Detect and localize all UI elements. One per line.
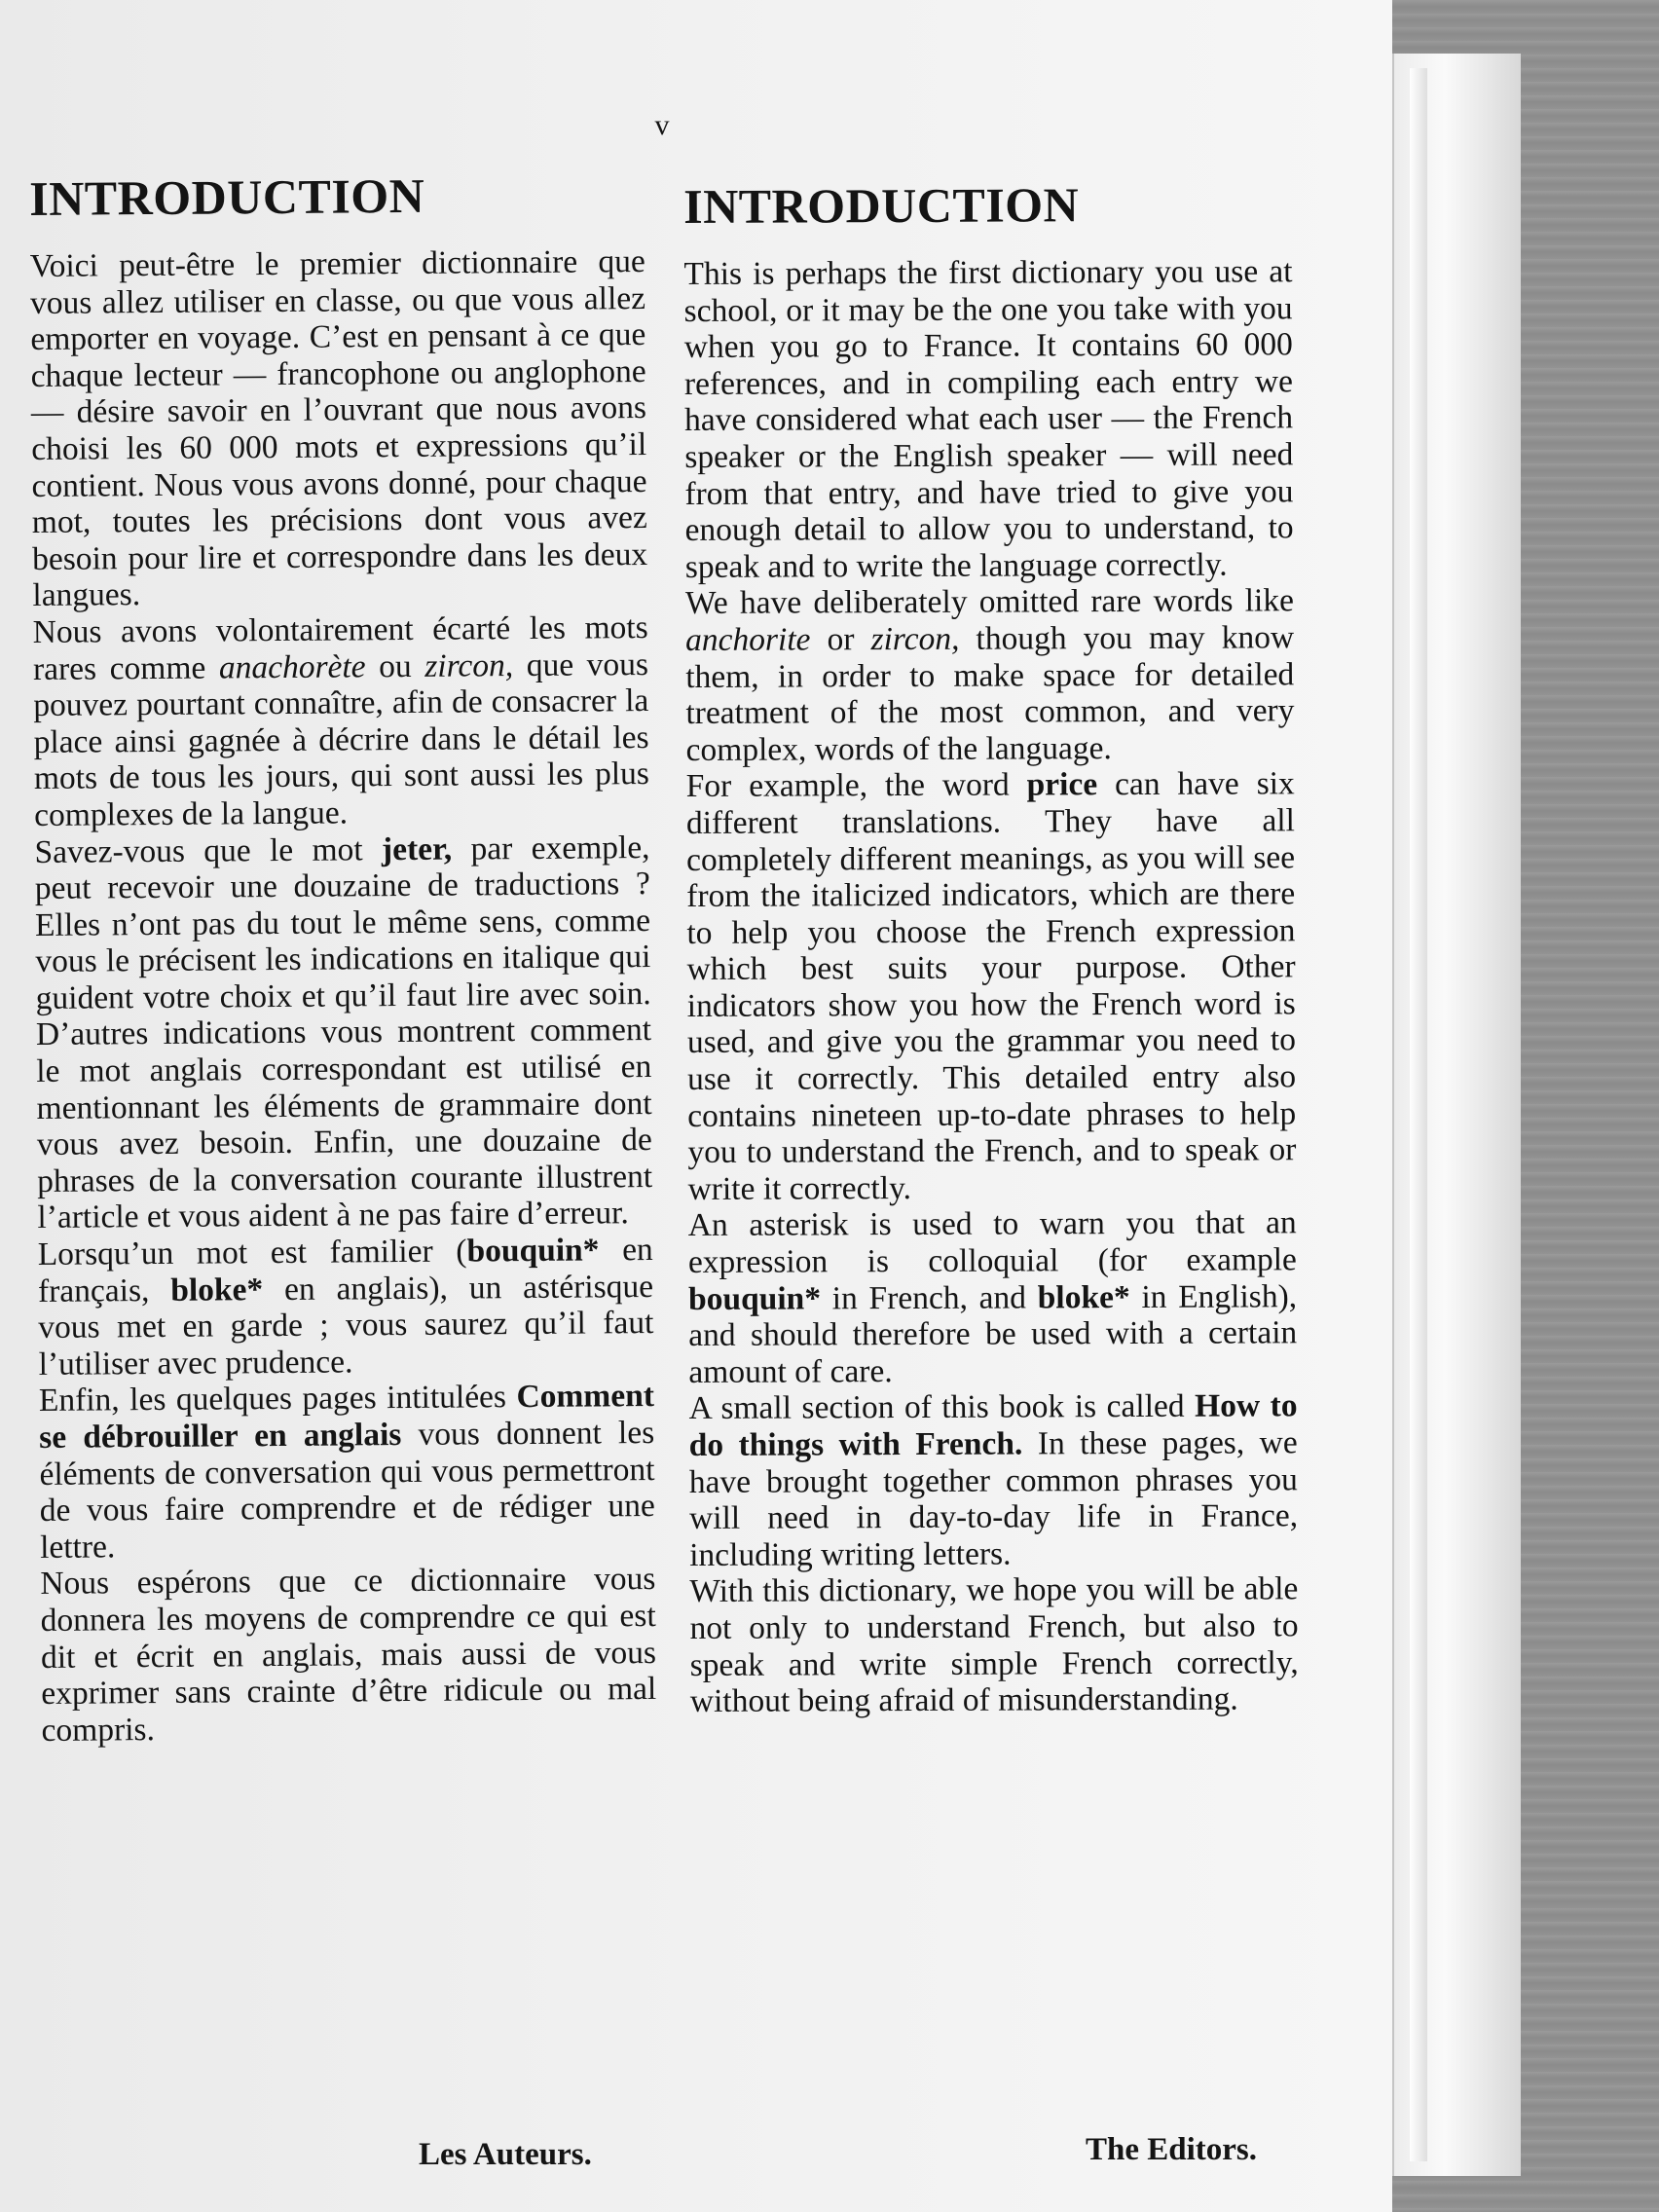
text-run: or bbox=[810, 621, 871, 658]
text-run: In these pages, we have brought together common phrases you will need in day-to-day life in France, including writing letters. bbox=[688, 1424, 1299, 1573]
text-run: in English), and should therefore be used with a certain amount of care. bbox=[688, 1277, 1298, 1390]
text-run: For example, the word bbox=[685, 766, 1027, 805]
text-run: ou bbox=[365, 647, 425, 684]
paragraph bbox=[39, 1378, 655, 1566]
bold-term: bloke* bbox=[170, 1271, 264, 1309]
text-run: Nous espérons que ce dictionnaire vous donnera les moyens de comprendre ce qui est dit et écrit en anglais, mais aussi de vous exprimer sans crainte d’être ridicule ou mal compris. bbox=[40, 1561, 657, 1749]
text-run: Nous avons volontairement écarté les mots rares comme bbox=[32, 608, 648, 687]
text-run: en français, bbox=[37, 1232, 653, 1309]
text-run: que vous pouvez pourtant connaître, afin de consacrer la place ainsi gagnée à décrire dans le détail les mots de tous les jours, qui sont aussi les plus complexes de la langue. bbox=[33, 645, 650, 833]
text-run: An asterisk is used to warn you that an expression is colloquial (for example bbox=[687, 1204, 1297, 1281]
paragraph bbox=[40, 1561, 656, 1749]
english-signature: The Editors. bbox=[1086, 2132, 1258, 2167]
bold-term: price bbox=[1026, 766, 1098, 803]
text-run: par exemple, peut recevoir une douzaine de traductions ? Elles n’ont pas du tout le même sens, comme vous le précisent les indications en italique qui guident votre choix et qu’il faut lire avec soin. D’autres indications vous montrent comment le mot anglais correspondant est utilisé en mentionnant les éléments de grammaire dont vous avez besoin. Enfin, une douzaine de phrases de la conversation courante illustrent l’article et vous aident à ne pas faire d’erreur. bbox=[34, 829, 653, 1236]
book-cover-edge bbox=[1410, 68, 1427, 2161]
paragraph bbox=[34, 830, 652, 1236]
bold-term: bouquin* bbox=[687, 1280, 822, 1317]
bold-term: bloke* bbox=[1037, 1278, 1130, 1316]
bold-term: Comment se débrouiller en anglais bbox=[39, 1378, 655, 1456]
paragraph bbox=[689, 1571, 1299, 1720]
bold-term: jeter, bbox=[381, 830, 453, 867]
text-run: can have six different translations. They have all completely different meanings, as you will see from the italicized indicators, which are there to help you choose the French expression which best suits your purpose. Other indicators show you how the French word is used, and give you the grammar you need to use it correctly. This detailed entry also contains nineteen up-to-date phrases to help you to understand the French, and to speak or write it correctly. bbox=[685, 765, 1297, 1207]
paragraph bbox=[688, 1205, 1298, 1391]
text-run: Savez-vous que le mot bbox=[34, 830, 383, 870]
paragraph bbox=[30, 243, 648, 614]
italic-term: anchorite bbox=[685, 621, 811, 658]
text-run: Enfin, les quelques pages intitulées bbox=[38, 1379, 517, 1419]
paragraph bbox=[33, 609, 650, 834]
french-signature: Les Auteurs. bbox=[419, 2137, 592, 2172]
french-column bbox=[29, 166, 657, 1749]
italic-term: anachorète bbox=[218, 647, 366, 686]
french-title: INTRODUCTION bbox=[29, 167, 425, 226]
english-title: INTRODUCTION bbox=[683, 177, 1080, 234]
paragraph bbox=[688, 1388, 1298, 1574]
text-run: We have deliberately omitted rare words like bbox=[684, 582, 1295, 622]
text-run: With this dictionary, we hope you will be able not only to understand French, but also to speak and write simple French correctly, without being afraid of misunderstanding. bbox=[689, 1570, 1299, 1720]
paragraph bbox=[38, 1232, 654, 1382]
french-body bbox=[30, 243, 657, 1749]
text-run: A small section of this book is called bbox=[688, 1388, 1196, 1427]
page-number: v bbox=[654, 109, 670, 141]
text-run: though you may know them, in order to make space for detailed treatment of the most common, and very complex, words of the language. bbox=[685, 619, 1295, 768]
english-column bbox=[683, 167, 1299, 1719]
italic-term: zircon, bbox=[424, 646, 514, 684]
text-run: Voici peut-être le premier dictionnaire que vous allez utiliser en classe, ou que vous allez emporter en voyage. C’est en pensant à ce que chaque lecteur — francophone ou anglophone — désire savoir en l’ouvrant que nous avons choisi les 60 000 mots et expressions qu’il contient. Nous vous avons donné, pour chaque mot, toutes les précisions dont vous avez besoin pour lire et correspondre dans les deux langues. bbox=[29, 243, 648, 614]
bold-term: bouquin* bbox=[466, 1232, 600, 1270]
english-body bbox=[683, 253, 1299, 1719]
paragraph bbox=[686, 766, 1297, 1208]
text-run: This is perhaps the first dictionary you use at school, or it may be the one you take with you when you go to France. It contains 60 000 references, and in compiling each entry we have considered what each user — the French speaker or the English speaker — will need from that entry, and have tried to give you enough detail to allow you to understand, to speak and to write the language correctly. bbox=[683, 253, 1294, 585]
paragraph bbox=[683, 253, 1293, 585]
text-run: en anglais), un astérisque vous met en garde ; vous saurez qu’il faut l’utiliser avec prudence. bbox=[38, 1268, 654, 1382]
text-run: Lorsqu’un mot est familier ( bbox=[37, 1233, 467, 1272]
text-run: vous donnent les éléments de conversation qui vous permettront de vous faire comprendre et de rédiger une lettre. bbox=[39, 1414, 655, 1566]
italic-term: zircon, bbox=[870, 620, 960, 658]
bold-term: How to do things with French. bbox=[688, 1387, 1298, 1463]
paragraph bbox=[685, 583, 1295, 769]
text-run: in French, and bbox=[820, 1279, 1038, 1317]
